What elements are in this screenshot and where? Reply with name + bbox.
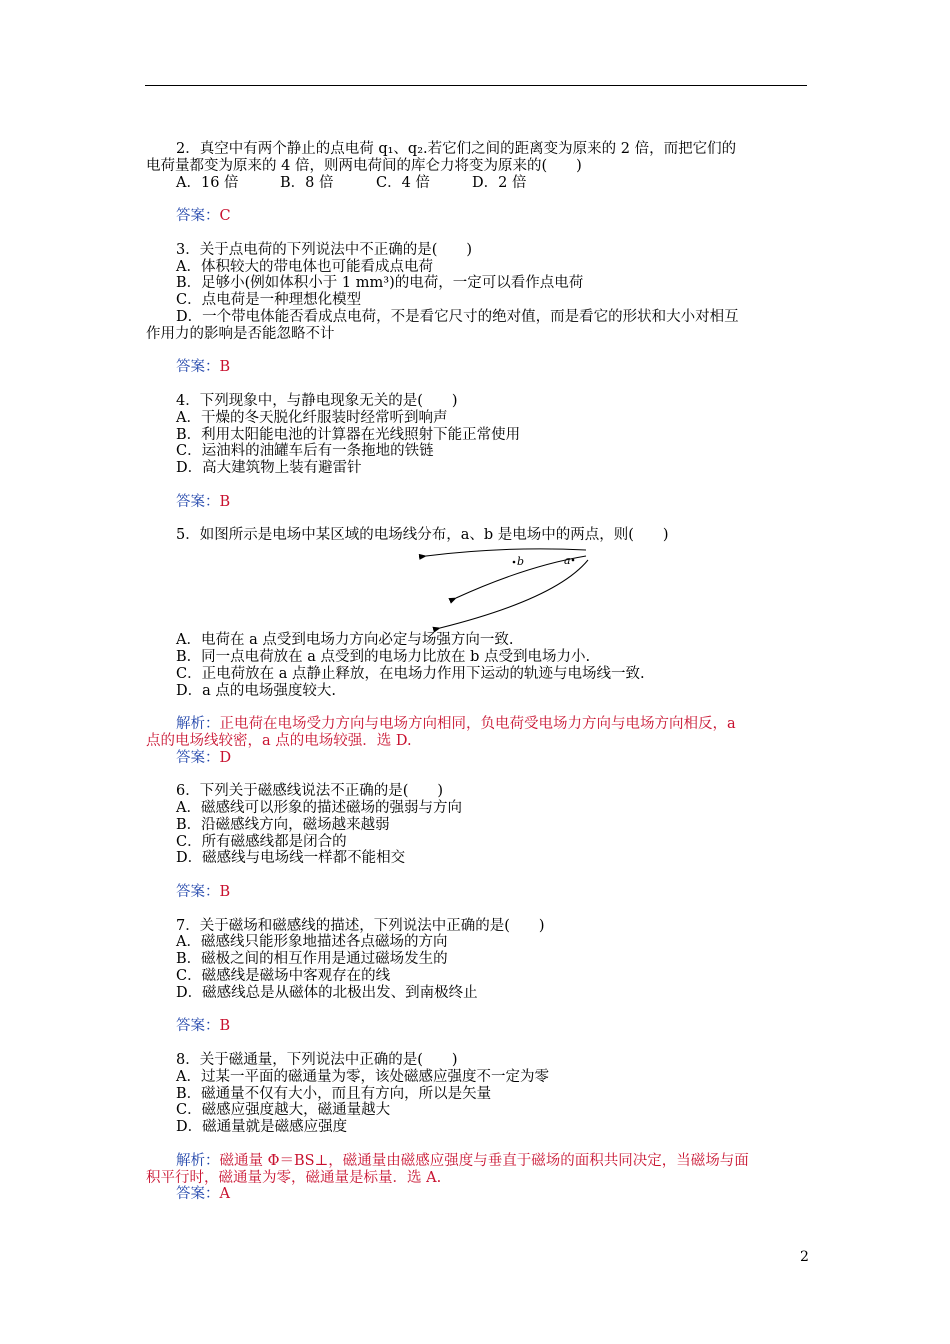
question-4 <box>176 393 812 511</box>
question-7 <box>176 918 812 1036</box>
header-rule <box>145 85 807 86</box>
question-3-answer: 答案：B <box>176 359 231 376</box>
option-c: C．磁感应强度越大，磁通量越大 <box>176 1102 391 1119</box>
question-2-answer: 答案：C <box>176 208 231 225</box>
option-a: A．磁感线只能形象地描述各点磁场的方向 <box>176 934 448 951</box>
option-a: A．干燥的冬天脱化纤服装时经常听到响声 <box>176 409 448 426</box>
electric-field-lines-figure <box>416 544 596 632</box>
point-b-marker <box>513 561 516 564</box>
point-a-marker <box>572 559 575 562</box>
option-c: C．4 倍 <box>376 174 430 191</box>
option-a: A．16 倍 <box>176 174 239 191</box>
option-c: C．运油料的油罐车后有一条拖地的铁链 <box>176 443 434 460</box>
option-c: C．正电荷放在 a 点静止释放，在电场力作用下运动的轨迹与电场线一致. <box>176 665 645 682</box>
option-a: A．电荷在 a 点受到电场力方向必定与场强方向一致. <box>176 632 514 649</box>
point-a-label: a <box>564 554 571 568</box>
option-b: B．8 倍 <box>280 174 334 191</box>
option-d: D．磁通量就是磁感应强度 <box>176 1119 348 1136</box>
question-3-stem: 3．关于点电荷的下列说法中不正确的是( ) <box>176 241 473 258</box>
question-2 <box>146 141 812 225</box>
question-5-explanation-line-1: 解析：正电荷在电场受力方向与电场方向相同，负电荷受电场力方向与电场方向相反，a <box>176 716 736 733</box>
option-d: D．a 点的电场强度较大. <box>176 682 336 699</box>
question-2-stem-line-1: 2．真空中有两个静止的点电荷 q₁、q₂.若它们之间的距离变为原来的 2 倍，而把它们的 <box>176 141 737 157</box>
option-d-line-1: D．一个带电体能否看成点电荷，不是看它尺寸的绝对值，而是看它的形状和大小对相互 <box>176 308 739 325</box>
question-6-answer: 答案：B <box>176 884 231 901</box>
question-8-answer: 答案：A <box>176 1186 230 1203</box>
option-b: B．磁通量不仅有大小，而且有方向，所以是矢量 <box>176 1085 492 1102</box>
option-b: B．同一点电荷放在 a 点受到的电场力比放在 b 点受到电场力小. <box>176 648 591 665</box>
document-body <box>146 141 812 1203</box>
option-a: A．磁感线可以形象的描述磁场的强弱与方向 <box>176 800 462 817</box>
option-d: D．磁感线与电场线一样都不能相交 <box>176 850 406 867</box>
question-8-stem: 8．关于磁通量，下列说法中正确的是( ) <box>176 1052 458 1069</box>
option-b: B．磁极之间的相互作用是通过磁场发生的 <box>176 951 448 968</box>
question-6-stem: 6．下列关于磁感线说法不正确的是( ) <box>176 783 444 800</box>
field-lines-svg <box>416 544 596 632</box>
field-line-bottom <box>440 560 588 628</box>
option-b: B．沿磁感线方向，磁场越来越弱 <box>176 816 390 833</box>
option-a: A．过某一平面的磁通量为零，该处磁感应强度不一定为零 <box>176 1068 549 1085</box>
option-c: C．点电荷是一种理想化模型 <box>176 292 362 309</box>
option-c: C．所有磁感线都是闭合的 <box>176 833 347 850</box>
option-c: C．磁感线是磁场中客观存在的线 <box>176 968 391 985</box>
question-7-stem: 7．关于磁场和磁感线的描述，下列说法中正确的是( ) <box>176 917 545 934</box>
question-8-explanation-line-2: 积平行时，磁通量为零，磁通量是标量．选 A. <box>146 1169 442 1186</box>
question-6 <box>176 783 812 901</box>
question-4-answer: 答案：B <box>176 493 231 510</box>
question-2-options <box>176 175 812 192</box>
question-5 <box>146 527 812 766</box>
option-a: A．体积较大的带电体也可能看成点电荷 <box>176 258 433 275</box>
option-b: B．利用太阳能电池的计算器在光线照射下能正常使用 <box>176 426 521 443</box>
option-d: D．2 倍 <box>472 174 527 191</box>
question-5-answer: 答案：D <box>176 749 232 766</box>
question-5-stem: 5．如图所示是电场中某区域的电场线分布，a、b 是电场中的两点，则( ) <box>176 527 669 544</box>
option-d: D．磁感线总是从磁体的北极出发、到南极终止 <box>176 984 478 1001</box>
point-b-label: b <box>517 555 525 569</box>
question-5-explanation-line-2: 点的电场线较密，a 点的电场较强．选 D. <box>146 732 412 749</box>
question-3 <box>146 241 812 376</box>
option-d: D．高大建筑物上装有避雷针 <box>176 460 362 477</box>
option-d-line-2: 作用力的影响是否能忽略不计 <box>146 325 335 342</box>
option-b: B．足够小(例如体积小于 1 mm³)的电荷，一定可以看作点电荷 <box>176 275 584 292</box>
field-line-top <box>426 549 586 556</box>
question-4-stem: 4．下列现象中，与静电现象无关的是( ) <box>176 392 458 409</box>
question-7-answer: 答案：B <box>176 1018 231 1035</box>
question-8 <box>146 1052 812 1203</box>
question-8-explanation-line-1: 解析：磁通量 Φ＝BS⊥，磁通量由磁感应强度与垂直于磁场的面积共同决定，当磁场与面 <box>176 1152 749 1169</box>
page-number: 2 <box>800 1249 809 1265</box>
question-2-stem-line-2: 电荷量都变为原来的 4 倍，则两电荷间的库仑力将变为原来的( ) <box>146 157 582 174</box>
